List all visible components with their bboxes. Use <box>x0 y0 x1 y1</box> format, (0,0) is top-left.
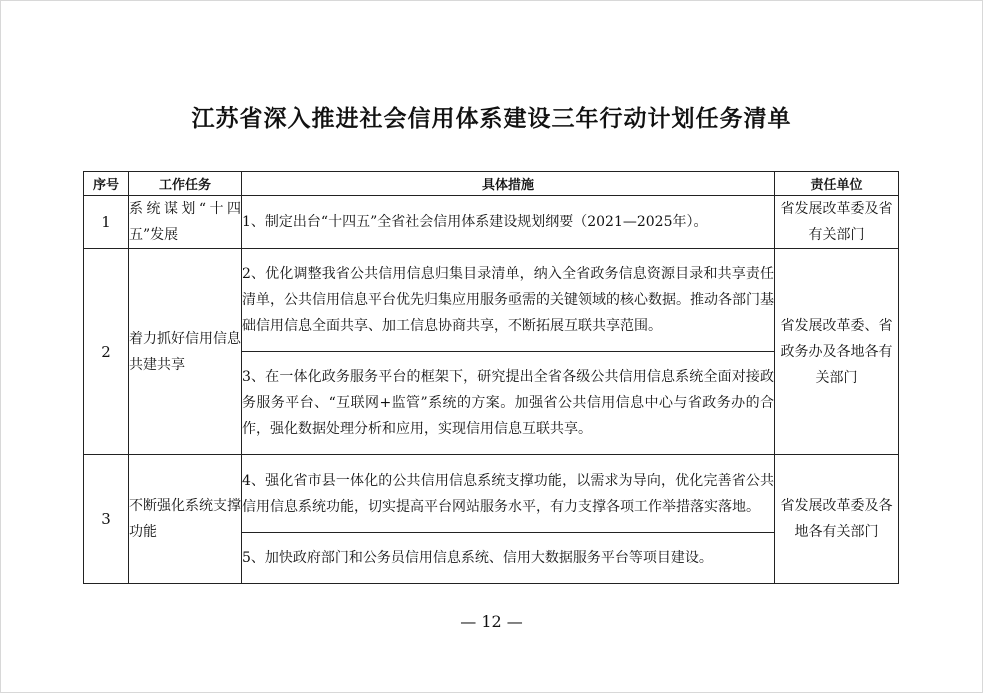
table-row <box>84 249 899 352</box>
document-title: 江苏省深入推进社会信用体系建设三年行动计划任务清单 <box>191 106 792 132</box>
row-measure: 4、强化省市县一体化的公共信用信息系统支撑功能，以需求为导向，优化完善省公共信用信息系统功能，切实提高平台网站服务水平，有力支撑各项工作举措落实落地。 <box>242 455 775 533</box>
row-measure: 3、在一体化政务服务平台的框架下，研究提出全省各级公共信用信息系统全面对接政务服务平台、“互联网+监管”系统的方案。加强省公共信用信息中心与省政务办的合作，强化数据处理分析和应用，实现信用信息互联共享。 <box>242 352 775 455</box>
row-number: 2 <box>84 249 129 455</box>
row-task: 不断强化系统支撑功能 <box>129 455 242 584</box>
table-row <box>84 455 899 533</box>
header-responsible: 责任单位 <box>775 172 899 196</box>
header-task: 工作任务 <box>129 172 242 196</box>
row-measure: 2、优化调整我省公共信用信息归集目录清单，纳入全省政务信息资源目录和共享责任清单，公共信用信息平台优先归集应用服务亟需的关键领域的核心数据。推动各部门基础信用信息全面共享、加工信息协商共享，不断拓展互联共享范围。 <box>242 249 775 352</box>
row-measure: 5、加快政府部门和公务员信用信息系统、信用大数据服务平台等项目建设。 <box>242 533 775 584</box>
row-number: 3 <box>84 455 129 584</box>
row-responsible: 省发展改革委、省政务办及各地各有关部门 <box>775 249 899 455</box>
row-task: 着力抓好信用信息共建共享 <box>129 249 242 455</box>
row-responsible: 省发展改革委及省有关部门 <box>775 196 899 249</box>
task-table <box>83 171 899 584</box>
table-header-row <box>84 172 899 196</box>
header-measures: 具体措施 <box>242 172 775 196</box>
row-number: 1 <box>84 196 129 249</box>
page-number: — 12 — <box>460 612 523 631</box>
row-responsible: 省发展改革委及各地各有关部门 <box>775 455 899 584</box>
row-task: 系统谋划“十四五”发展 <box>129 196 242 249</box>
row-measure: 1、制定出台“十四五”全省社会信用体系建设规划纲要（2021—2025年）。 <box>242 196 775 249</box>
header-no: 序号 <box>84 172 129 196</box>
table-row <box>84 196 899 249</box>
